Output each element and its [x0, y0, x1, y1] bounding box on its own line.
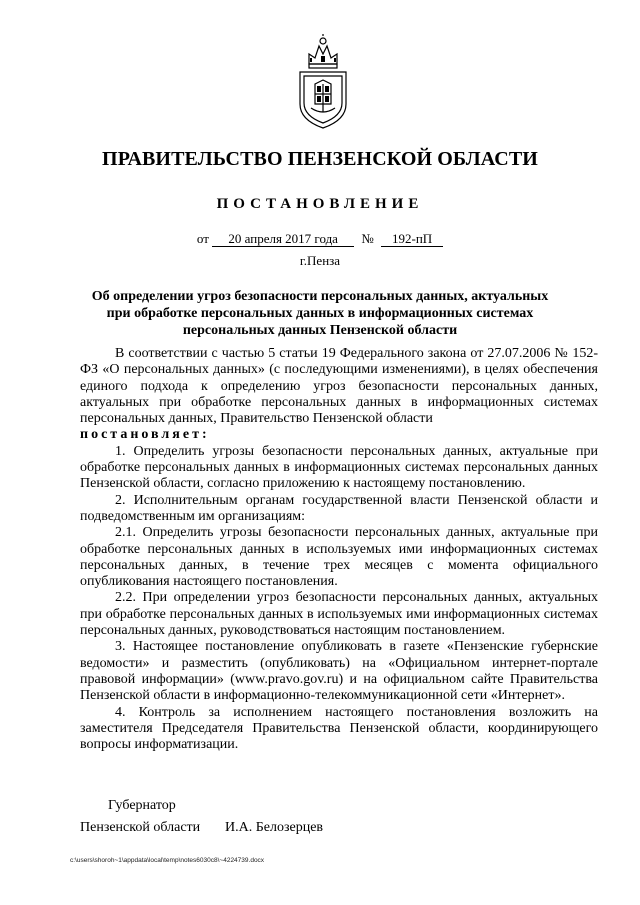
item-3-paragraph: 3. Настоящее постановление опубликовать в газете «Пензенские губернские ведомости» и разместить (опубликовать) на «Официальном интернет-портале правовой информации» (www.pravo.gov.ru) и на официальном сайте Правительства Пензенской области в информационно-телекоммуникационной сети «Интернет».	[80, 639, 598, 704]
document-body	[80, 346, 598, 753]
preamble-paragraph: В соответствии с частью 5 статьи 19 Федерального закона от 27.07.2006 № 152-ФЗ «О персональных данных» (с последующими изменениями), в целях обеспечения единого подхода к определению угроз безопасности персональных данных, актуальных при обработке персональных данных в информационных системах персональных данных, Правительство Пензенской области	[80, 346, 598, 427]
resolves-word: постановляет:	[80, 427, 210, 443]
document-number: 192-пП	[381, 232, 443, 247]
organization-title: ПРАВИТЕЛЬСТВО ПЕНЗЕНСКОЙ ОБЛАСТИ	[102, 148, 538, 170]
signatory-title: Губернатор	[108, 798, 176, 813]
penza-coat-of-arms-icon	[295, 34, 351, 130]
item-2-2-paragraph: 2.2. При определении угроз безопасности персональных данных, актуальных при обработке персональных данных в используемых ими информационных системах персональных данных, руководствоваться настоящим постановлением.	[80, 590, 598, 639]
document-heading: Об определении угроз безопасности персональных данных, актуальных при обработке персональных данных в информационных системах персональных данных Пензенской области	[91, 289, 549, 338]
footer-file-path: c:\users\shoroh~1\appdata\local\temp\notes6030c8\~4224739.docx	[70, 857, 265, 864]
item-2-paragraph: 2. Исполнительным органам государственной власти Пензенской области и подведомственным им организациям:	[80, 492, 598, 524]
document-type: ПОСТАНОВЛЕНИЕ	[216, 196, 424, 212]
number-prefix: №	[361, 231, 374, 246]
city: г.Пенза	[299, 253, 341, 268]
date-number-line	[0, 231, 640, 247]
date-prefix: от	[196, 231, 209, 246]
resolves-paragraph	[80, 427, 598, 443]
item-2-1-paragraph: 2.1. Определить угрозы безопасности персональных данных, актуальные при обработке персональных данных в используемых ими информационных системах персональных данных, в течение трех месяцев с момента официального опубликования настоящего постановления.	[80, 525, 598, 590]
signatory-name: И.А. Белозерцев	[225, 820, 324, 835]
document-date: 20 апреля 2017 года	[212, 232, 354, 247]
signatory-region: Пензенской области	[80, 820, 201, 835]
item-1-paragraph: 1. Определить угрозы безопасности персональных данных, актуальные при обработке персональных данных в информационных системах персональных данных Пензенской области, согласно приложению к настоящему постановлению.	[80, 443, 598, 492]
item-4-paragraph: 4. Контроль за исполнением настоящего постановления возложить на заместителя Председателя Правительства Пензенской области, координирующего вопросы информатизации.	[80, 704, 598, 753]
